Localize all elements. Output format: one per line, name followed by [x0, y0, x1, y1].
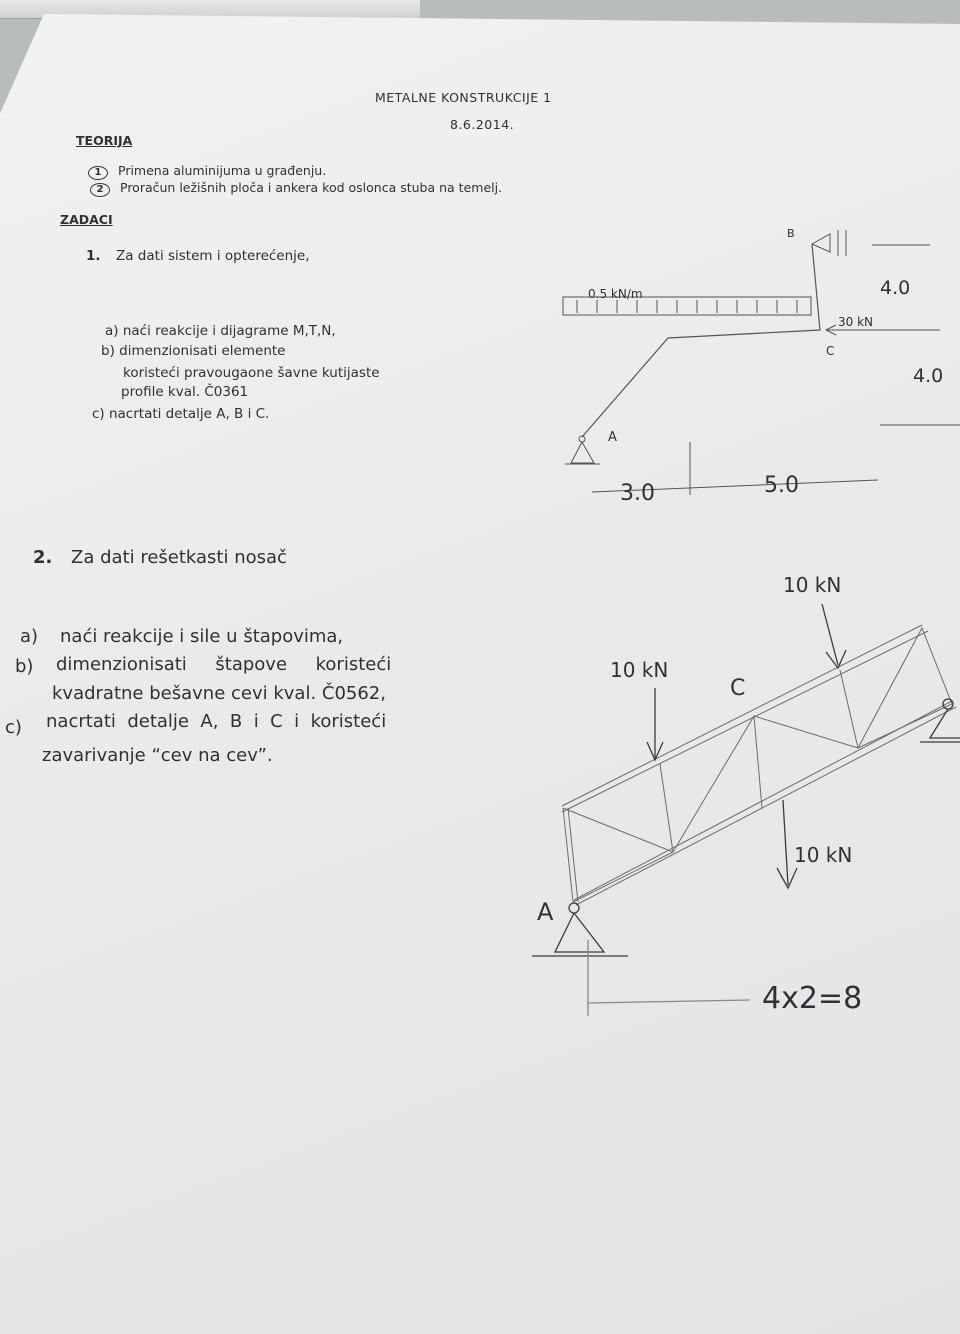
- label-c: C: [730, 676, 746, 701]
- load-arrow-2: [822, 604, 838, 665]
- dimension-mid: 4.0: [913, 365, 944, 387]
- task1-line: a) naći reakcije i dijagrame M,T,N,: [105, 323, 336, 339]
- point-load-label: 30 kN: [838, 315, 874, 329]
- theory-heading: TEORIJA: [76, 133, 133, 148]
- task2-number: 2.: [33, 547, 53, 568]
- task1-line: b) dimenzionisati elemente: [101, 343, 286, 359]
- task1-intro: Za dati sistem i opterećenje,: [116, 248, 310, 264]
- task2-item-label: b): [15, 656, 34, 677]
- dimension-top: 4.0: [880, 277, 911, 299]
- load-label-1: 10 kN: [610, 658, 669, 682]
- distributed-load-label: 0.5 kN/m: [588, 287, 643, 301]
- task2-item-text: naći reakcije i sile u štapovima,: [60, 626, 344, 647]
- exam-date: 8.6.2014.: [450, 117, 515, 132]
- pin-a: [569, 903, 579, 913]
- label-a: A: [608, 430, 617, 445]
- dimension-line: [588, 1000, 750, 1003]
- task2-item-label: a): [20, 626, 39, 647]
- task2-item-text: zavarivanje “cev na cev”.: [42, 745, 273, 766]
- load-label-2: 10 kN: [783, 573, 842, 597]
- tasks-heading: ZADACI: [60, 212, 113, 227]
- task2-intro: Za dati rešetkasti nosač: [71, 547, 287, 568]
- label-c: C: [826, 344, 835, 358]
- dimension-left: 3.0: [620, 481, 655, 506]
- label-a: A: [537, 898, 554, 926]
- task1-line: koristeći pravougaone šavne kutijaste: [123, 365, 380, 381]
- dimension-right: 5.0: [764, 473, 799, 498]
- course-title: METALNE KONSTRUKCIJE 1: [375, 90, 552, 105]
- span-dimension: 4x2=8: [762, 981, 863, 1016]
- task1-line: c) nacrtati detalje A, B i C.: [92, 406, 270, 422]
- task2-item-text: dimenzionisati štapove koristeći: [56, 654, 392, 675]
- task2-item-label: c): [5, 717, 22, 738]
- task2-item-text: kvadratne bešavne cevi kval. Č0562,: [52, 683, 386, 704]
- load-arrow-3: [783, 800, 788, 885]
- support-b: [930, 709, 960, 738]
- theory-item-text: Proračun ležišnih ploča i ankera kod oslonca stuba na temelj.: [120, 180, 503, 195]
- task1-line: profile kval. Č0361: [121, 384, 249, 400]
- support-a: [555, 913, 604, 952]
- theory-item-text: Primena aluminijuma u građenju.: [118, 163, 327, 178]
- item-number: 1: [88, 166, 108, 180]
- load-label-3: 10 kN: [794, 843, 853, 867]
- label-b: B: [787, 227, 795, 240]
- task2-item-text: nacrtati detalje A, B i C i koristeći: [46, 711, 387, 732]
- task1-number: 1.: [86, 248, 101, 264]
- item-number: 2: [90, 183, 110, 197]
